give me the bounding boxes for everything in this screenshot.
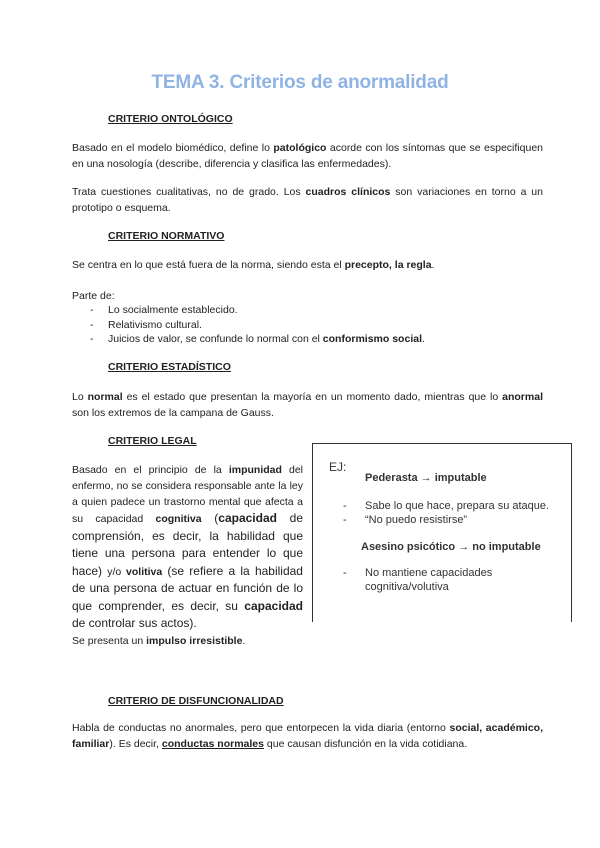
page-title: TEMA 3. Criterios de anormalidad [151,72,449,93]
paragraph-normativo-2: Parte de: [72,290,115,302]
paragraph-ontologico-2: Trata cuestiones cualitativas, no de grado. Los cuadros clínicos son variaciones en torno a un prototipo o esquema. [72,186,543,214]
paragraph-legal-2: Se presenta un impulso irresistible. [72,635,246,647]
example-label: EJ: [329,460,347,474]
example-line-resistirse: “No puedo resistirse” [365,514,468,526]
list-normativo [90,303,425,347]
heading-normativo: CRITERIO NORMATIVO [108,230,225,242]
heading-disfuncionalidad: CRITERIO DE DISFUNCIONALIDAD [108,695,284,707]
example-line-sabe: Sabe lo que hace, prepara su ataque. [365,500,550,512]
list-item: - Relativismo cultural. [90,318,425,333]
paragraph-normativo-1: Se centra en lo que está fuera de la norma, siendo esta el precepto, la regla. [72,259,435,271]
heading-estadistico: CRITERIO ESTADÍSTICO [108,361,231,373]
heading-legal: CRITERIO LEGAL [108,435,197,447]
paragraph-legal: Basado en el principio de la impunidad del enfermo, no se considera responsable ante la ley a quien padece un trastorno mental que afecta a su capacidad cognitiva (capacidad de comprensión, es decir, la habilidad que tiene una persona para entender lo que hace) y/o volitiva (se refiere a la habilidad de una persona de actuar en función de lo que comprender, es decir, su capacidad de controlar sus actos). [72,464,304,630]
example-line-asesino: Asesino psicótico → no imputable [361,541,541,553]
example-line-volutiva: cognitiva/volutiva [365,581,449,593]
example-box: EJ: Pederasta → imputable - Sabe lo que hace, prepara su ataque. - “No puedo resistirse” Asesino psicótico → no imputable - No mantiene capacidades cognitiva/volutiva [312,443,572,622]
example-line-pederasta: Pederasta → imputable [365,472,487,484]
heading-ontologico: CRITERIO ONTOLÓGICO [108,113,233,125]
example-line-capacidades: No mantiene capacidades [365,567,493,579]
list-item: - Lo socialmente establecido. [90,303,425,318]
paragraph-ontologico-1: Basado en el modelo biomédico, define lo patológico acorde con los síntomas que se especifiquen en una nosología (describe, diferencia y clasifica las enfermedades). [72,142,543,170]
list-item: - Juicios de valor, se confunde lo normal con el conformismo social. [90,332,425,347]
paragraph-disfuncionalidad: Habla de conductas no anormales, pero que entorpecen la vida diaria (entorno social, académico, familiar). Es decir, conductas normales que causan disfunción en la vida cotidiana. [72,722,543,750]
paragraph-estadistico: Lo normal es el estado que presentan la mayoría en un momento dado, mientras que lo anormal son los extremos de la campana de Gauss. [72,391,543,419]
